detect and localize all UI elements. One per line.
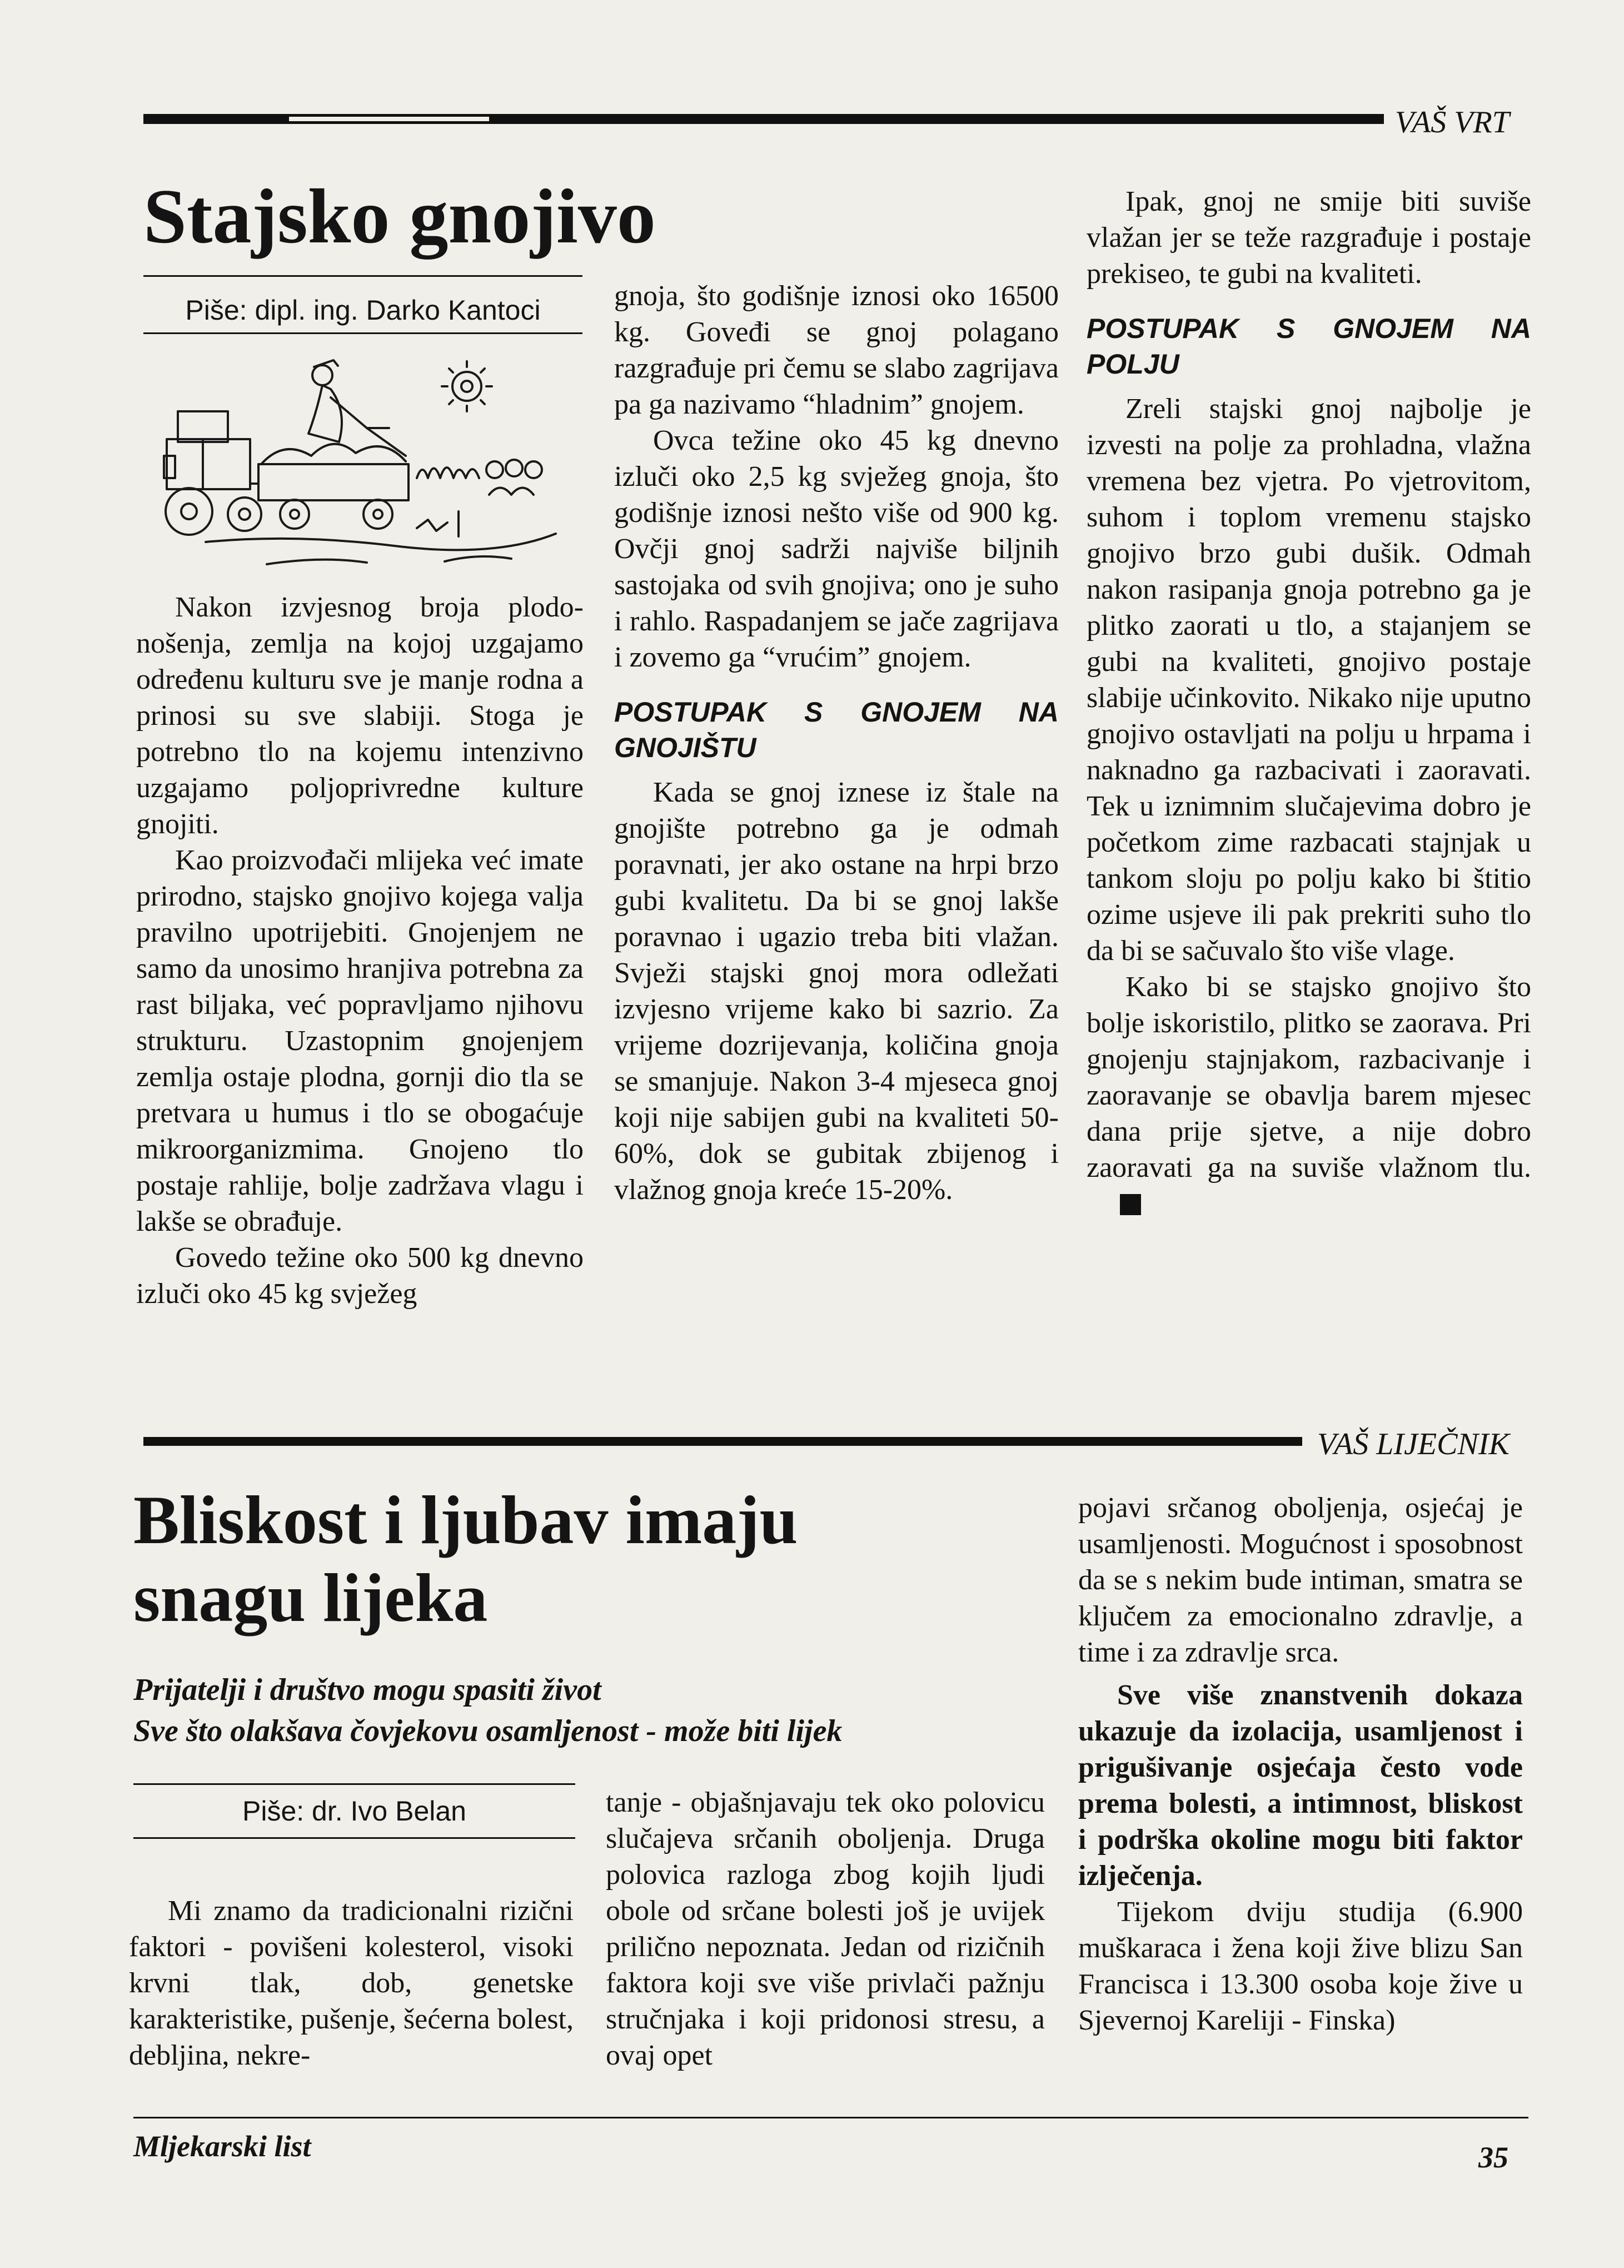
byline-ivo-belan: Piše: dr. Ivo Belan	[242, 1796, 466, 1827]
subtitle-line-2: Sve što olakšava čovjekovu osamljenost - može biti lijek	[133, 1714, 843, 1748]
subtitle-line-1: Prijatelji i društvo mogu spasiti život	[133, 1673, 601, 1707]
paragraph: pojavi srčanog oboljenja, osjećaj je usamljenosti. Mogućnost i sposobnost da se s nekim bude intiman, smatra se ključem za emocionalno zdravlje, a time i za zdravlje srca.	[1078, 1492, 1523, 1668]
manure-piles-icon	[417, 460, 542, 495]
paragraph: Nakon izvjesnog broja plodo-nošenja, zemlja na kojoj uzgajamo određenu kulturu sve je manje rodna a prinosi su sve slabiji. Stoga je potrebno tlo na kojemu intenzivno uzgajamo poljoprivredne kulture gnojiti.	[136, 591, 584, 840]
byline-rule-top	[133, 1783, 575, 1785]
end-of-article-icon	[1120, 1194, 1141, 1215]
top-header-bar-gap	[289, 117, 489, 121]
byline-rule-bottom	[143, 332, 582, 334]
paragraph-bold: Sve više znanstvenih dokaza ukazuje da izolacija, usamljenost i prigušivanje osjećaja često vode prema bolesti, a intimnost, bliskost i podrška okoline mogu biti faktor izlječenja.	[1078, 1679, 1523, 1892]
article1-column-1	[136, 589, 584, 1312]
article2-column-2	[606, 1784, 1045, 2073]
paragraph: Mi znamo da tradicionalni rizični faktori - povišeni kolesterol, visoki krvni tlak, dob, genetske karakteristike, pušenje, šećerna bolest, debljina, nekre-	[129, 1895, 574, 2071]
section-label-vas-lijecnik: VAŠ LIJEČNIK	[1317, 1427, 1510, 1461]
article-subtitle	[133, 1669, 842, 1752]
tractor-icon	[164, 411, 261, 535]
paragraph: Zreli stajski gnoj najbolje je izvesti na polje za prohladna, vlažna vremena bez vjetra. Po vjetrovitom, suhom i toplom vremenu stajsko gnojivo brzo gubi dušik. Odmah nakon rasipanja gnoja potrebno ga je plitko zaorati u tlo, a stajanjem se gubi na kvaliteti, gnojivo postaje slabije učinkovito. Nikako nije uputno gnojivo ostavljati na polju u hrpama i naknadno ga razbacivati i zaoravati. Tek u iznimnim slučajevima dobro je početkom zime razbacati stajnjak u tankom sloju po polju kako bi štitio ozime usjeve ili pak prekriti suho tlo da bi se sačuvalo što više vlage.	[1087, 393, 1531, 967]
sun-icon	[442, 361, 492, 411]
article-title-bliskost	[133, 1481, 798, 1637]
headline-line-2: snagu lijeka	[133, 1560, 488, 1636]
article2-column-1	[129, 1893, 574, 2073]
article1-column-3	[1087, 183, 1531, 1222]
paragraph: Kao proizvođači mlijeka već imate prirodno, stajsko gnojivo kojega valja pravilno upotrijebiti. Gnojenjem ne samo da unosimo hranjiva potrebna za rast biljaka, već popravljamo njihovu strukturu. Uzastopnim gnojenjem zemlja ostaje plodna, gornji dio tla se pretvara u humus i tlo se obogaćuje mikroorganizmima. Gnojeno tlo postaje rahlije, bolje zadržava vlagu i lakše se obrađuje.	[136, 844, 584, 1237]
byline-rule-bottom	[133, 1837, 575, 1839]
subheading-gnojiste: POSTUPAK S GNOJEM NA GNOJIŠTU	[614, 697, 1059, 763]
publication-name: Mljekarski list	[133, 2130, 311, 2163]
headline-line-1: Bliskost i ljubav imaju	[133, 1482, 798, 1558]
section-label-vas-vrt: VAŠ VRT	[1395, 105, 1510, 140]
paragraph: Tijekom dviju studija (6.900 muškaraca i žena koji žive blizu San Francisca i 13.300 osoba koje žive u Sjevernoj Kareliji - Finska)	[1078, 1896, 1523, 2036]
subheading-polje: POSTUPAK S GNOJEM NA POLJU	[1087, 313, 1531, 380]
paragraph-text: Kako bi se stajsko gnojivo što bolje iskoristilo, plitko se zaorava. Pri gnojenju stajnjakom, razbacivanje i zaoravanje se obavlja barem mjesec dana prije sjetve, a nije dobro zaoravati ga na suviše vlažnom tlu.	[1087, 971, 1531, 1183]
article1-column-2	[614, 278, 1059, 1208]
paragraph: gnoja, što godišnje iznosi oko 16500 kg. Goveđi se gnoj polagano razgrađuje pri čemu se slabo zagrijava pa ga nazivamo “hladnim” gnojem.	[614, 280, 1059, 420]
trailer-icon	[250, 444, 409, 529]
ground-lines-icon	[206, 511, 556, 564]
bottom-header-bar	[143, 1437, 1302, 1446]
article2-column-3	[1078, 1490, 1523, 2038]
byline-darko-kantoci: Piše: dipl. ing. Darko Kantoci	[185, 295, 541, 326]
tractor-illustration	[156, 345, 578, 578]
article-title-stajsko-gnojivo: Stajsko gnojivo	[143, 173, 656, 260]
paragraph: Govedo težine oko 500 kg dnevno izluči oko 45 kg svježeg	[136, 1242, 584, 1310]
paragraph: Ipak, gnoj ne smije biti suviše vlažan jer se teže razgrađuje i postaje prekiseo, te gubi na kvaliteti.	[1087, 186, 1531, 290]
byline-rule-top	[143, 275, 582, 277]
paragraph: Kada se gnoj iznese iz štale na gnojište potrebno ga je odmah poravnati, jer ako ostane na hrpi brzo gubi kvalitetu. Da bi se gnoj lakše poravnao i ugazio treba biti vlažan. Svježi stajski gnoj mora odležati izvjesno vrijeme kako bi sazrio. Za vrijeme dozrijevanja, količina gnoja se smanjuje. Nakon 3-4 mjeseca gnoj koji nije sabijen gubi na kvaliteti 50-60%, dok se gubitak zbijenog i vlažnog gnoja kreće 15-20%.	[614, 777, 1059, 1206]
paragraph: Ovca težine oko 45 kg dnevno izluči oko 2,5 kg svježeg gnoja, što godišnje iznosi nešto više od 900 kg. Ovčji gnoj sadrži najviše biljnih sastojaka od svih gnojiva; ono je suho i rahlo. Raspadanjem se jače zagrijava i zovemo ga “vrućim” gnojem.	[614, 425, 1059, 673]
paragraph: tanje - objašnjavaju tek oko polovicu slučajeva srčanih oboljenja. Druga polovica razloga zbog kojih ljudi obole od srčane bolesti još je uvijek prilično nepoznata. Jedan od rizičnih faktora koji sve više privlači pažnju stručnjaka i koji pridonosi stresu, a ovaj opet	[606, 1787, 1045, 2071]
footer-rule	[133, 2117, 1528, 2118]
page-number: 35	[1478, 2141, 1508, 2174]
paragraph	[1087, 969, 1531, 1222]
farmer-icon	[308, 360, 406, 456]
